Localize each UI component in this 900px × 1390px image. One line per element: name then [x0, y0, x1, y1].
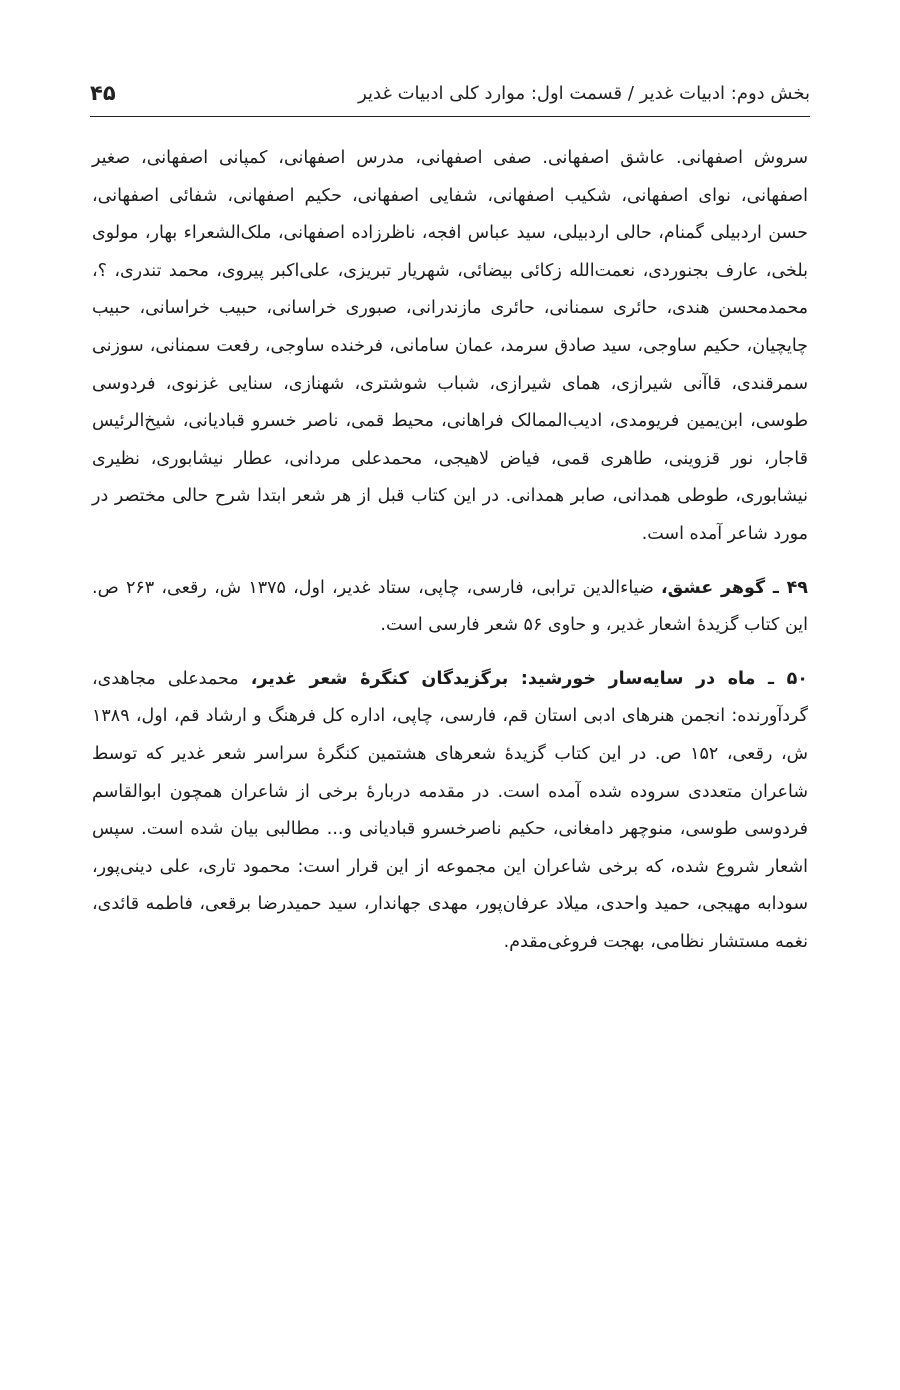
body-text — [92, 140, 808, 961]
entry-49-title: ۴۹ ـ گوهر عشق، — [661, 577, 808, 598]
entry-49-text: ضیاءالدین ترابی، فارسی، چاپی، ستاد غدیر، اول، ۱۳۷۵ ش، رقعی، ۲۶۳ ص. این کتاب گزیدهٔ اشعار غدیر، و حاوی ۵۶ شعر فارسی است. — [92, 577, 808, 636]
running-header — [90, 70, 810, 117]
entry-50 — [92, 661, 808, 962]
entry-49 — [92, 570, 808, 645]
page-number: ۴۵ — [90, 81, 116, 105]
running-header-title: بخش دوم: ادبیات غدیر / قسمت اول: موارد کلی ادبیات غدیر — [358, 82, 810, 104]
entry-50-title: ۵۰ ـ ماه در سایه‌سار خورشید: برگزیدگان کنگرهٔ شعر غدیر، — [250, 668, 808, 689]
entry-50-text: محمدعلی مجاهدی، گردآورنده: انجمن هنرهای ادبی استان قم، فارسی، چاپی، اداره کل فرهنگ و ارشاد قم، اول، ۱۳۸۹ ش، رقعی، ۱۵۲ ص. در این کتاب گزیدهٔ شعرهای هشتمین کنگرهٔ سراسر شعر غدیر که توسط شاعران متعددی سروده شده آمده است. در مقدمه دربارهٔ برخی از شاعران همچون ابوالقاسم فردوسی طوسی، منوچهر دامغانی، حکیم ناصرخسرو قبادیانی و... مطالبی بیان شده است. سپس اشعار شروع شده، که برخی شاعران این مجموعه از این قرار است: محمود تاری، علی دینی‌پور، سودابه مهیجی، حمید واحدی، میلاد عرفان‌پور، مهدی جهاندار، سید حمیدرضا برقعی، فاطمه قائدی، نغمه مستشار نظامی، بهجت فروغی‌مقدم. — [92, 668, 808, 952]
intro-paragraph: سروش اصفهانی. عاشق اصفهانی. صفی اصفهانی، مدرس اصفهانی، کمپانی اصفهانی، صغیر اصفهانی، نوای اصفهانی، شکیب اصفهانی، شفایی اصفهانی، حکیم اصفهانی، شفائی اصفهانی، حسن اردبیلی گمنام، حالی اردبیلی، سید عباس افجه، ناظرزاده اصفهانی، ملک‌الشعراء بهار، مولوی بلخی، عارف بجنوردی، نعمت‌الله زکائی بیضائی، شهریار تبریزی، علی‌اکبر پیروی، محمد تندری، ؟، محمدمحسن هندی، حائری سمنانی، حائری مازندرانی، صبوری خراسانی، حبیب خراسانی، حبیب چایچیان، حکیم ساوجی، سید صادق سرمد، عمان سامانی، فرخنده ساوجی، رفعت سمنانی، سوزنی سمرقندی، قاآنی شیرازی، همای شیرازی، شباب شوشتری، شهنازی، سنایی غزنوی، فردوسی طوسی، ابن‌یمین فریومدی، ادیب‌الممالک فراهانی، محیط قمی، ناصر خسرو قبادیانی، شیخ‌الرئیس قاجار، نور قزوینی، طاهری قمی، فیاض لاهیجی، محمدعلی مردانی، عطار نیشابوری، نظیری نیشابوری، طوطی همدانی، صابر همدانی. در این کتاب قبل از هر شعر ابتدا شرح حالی مختصر در مورد شاعر آمده است. — [92, 148, 808, 544]
